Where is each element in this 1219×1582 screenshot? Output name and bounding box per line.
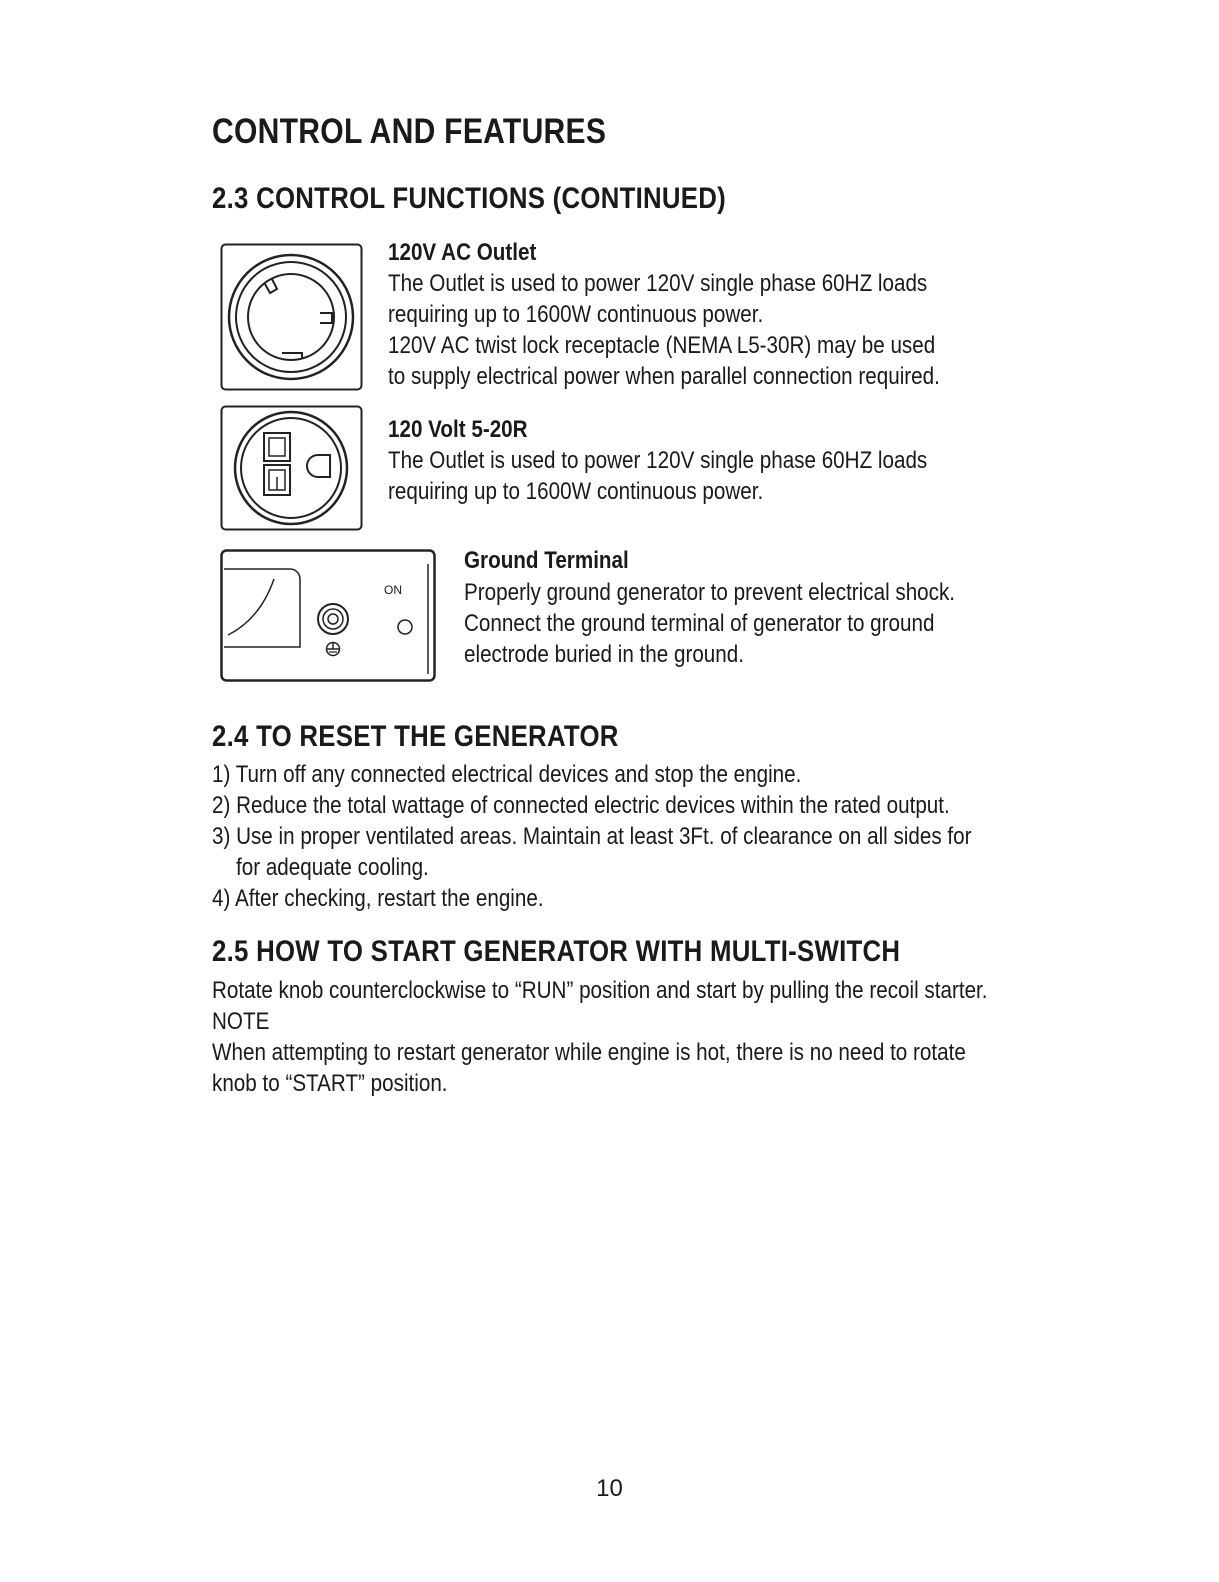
list-item: 4) After checking, restart the engine. [212,885,544,912]
item-text-ac-outlet: The Outlet is used to power 120V single phase 60HZ loads requiring up to 1600W continuous power. 120V AC twist lock receptacle (NEMA L5-30R) may be used to supply electrical power when parallel connection required. [388,270,940,390]
reset-steps [212,759,1095,914]
section-heading-2-3: 2.3 CONTROL FUNCTIONS (CONTINUED) [212,182,727,215]
ground-terminal-panel [220,549,436,682]
note-label: NOTE [212,1008,270,1035]
item-title-ground-terminal: Ground Terminal [464,547,629,574]
list-item: 2) Reduce the total wattage of connected electric devices within the rated output. [212,792,950,819]
list-item: 1) Turn off any connected electrical devices and stop the engine. [212,761,802,788]
item-title-ac-outlet: 120V AC Outlet [388,239,537,266]
list-item: 3) Use in proper ventilated areas. Maintain at least 3Ft. of clearance on all sides for [212,823,972,850]
ground-terminal-icon [220,549,436,682]
twist-lock-outlet-icon [220,243,363,391]
item-text-5-20r: The Outlet is used to power 120V single phase 60HZ loads requiring up to 1600W continuous power. [388,447,928,505]
panel-on-label: ON [384,583,402,597]
page-number: 10 [596,1475,623,1502]
item-text-ground-terminal: Properly ground generator to prevent electrical shock. Connect the ground terminal of generator to ground electrode buried in the ground. [464,579,956,668]
item-title-5-20r: 120 Volt 5-20R [388,416,528,443]
section-heading-2-5: 2.5 HOW TO START GENERATOR WITH MULTI-SWITCH [212,935,901,968]
section-heading-2-4: 2.4 TO RESET THE GENERATOR [212,720,619,753]
duplex-outlet-icon [220,405,363,531]
page-title: CONTROL AND FEATURES [212,112,607,151]
list-item-continuation: for adequate cooling. [236,854,429,881]
start-instructions: Rotate knob counterclockwise to “RUN” position and start by pulling the recoil starter. NOTE When attempting to restart generator while engine is hot, there is no need to rotate knob to “START” position. [212,977,988,1097]
